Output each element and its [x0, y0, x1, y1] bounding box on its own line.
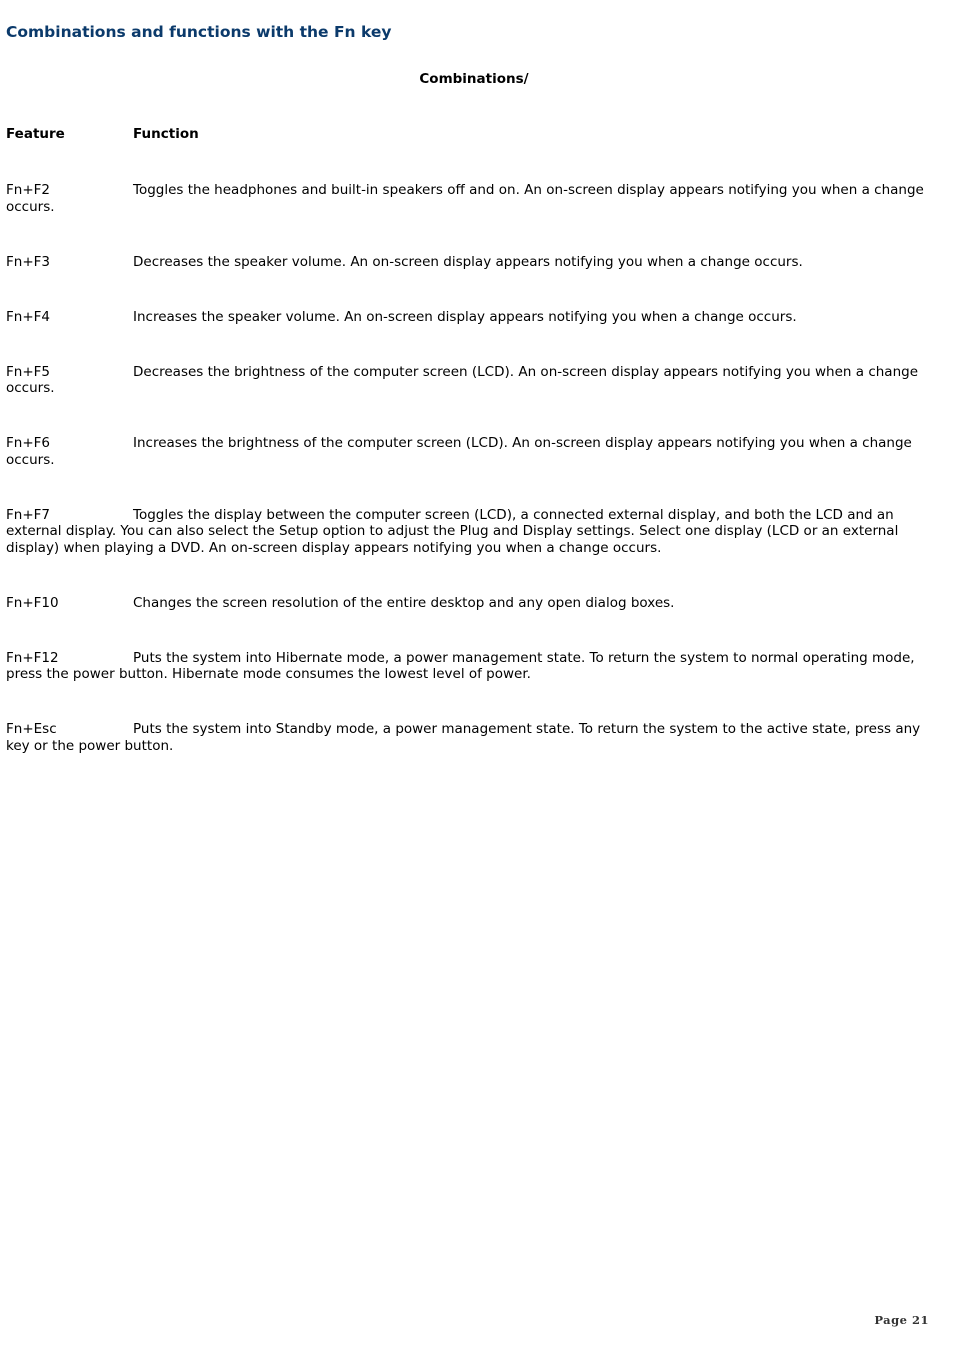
- row-description: Decreases the speaker volume. An on-screen display appears notifying you when a change occurs.: [133, 253, 803, 270]
- table-row: [6, 721, 946, 754]
- row-key: Fn+F2: [6, 182, 50, 198]
- row-description: Puts the system into Standby mode, a power management state. To return the system to the active state, press any key or the power button.: [6, 721, 921, 754]
- row-key: Fn+F7: [6, 506, 50, 523]
- row-description: Toggles the headphones and built-in speakers off and on. An on-screen display appears notifying you when a change occurs.: [6, 182, 924, 215]
- fn-key-table: [6, 182, 946, 793]
- row-key: Fn+F6: [6, 435, 50, 451]
- header-function: Function: [133, 126, 199, 142]
- table-row: [6, 507, 946, 557]
- row-description: Changes the screen resolution of the entire desktop and any open dialog boxes.: [133, 594, 675, 611]
- row-key: Fn+F3: [6, 253, 50, 270]
- row-key: Fn+F4: [6, 308, 50, 325]
- row-description: Decreases the brightness of the computer screen (LCD). An on-screen display appears notifying you when a change occurs.: [6, 363, 919, 396]
- row-key: Fn+Esc: [6, 721, 57, 737]
- page-number: Page 21: [874, 1313, 929, 1327]
- table-row: [6, 364, 946, 397]
- table-caption: Combinations/: [419, 71, 529, 87]
- table-row: [6, 254, 946, 271]
- row-description: Puts the system into Hibernate mode, a power management state. To return the system to normal operating mode, press the power button. Hibernate mode consumes the lowest level of power.: [6, 649, 915, 682]
- row-description: Toggles the display between the computer screen (LCD), a connected external display, and both the LCD and an external display. You can also select the Setup option to adjust the Plug and Display settings. Select one display (LCD or an external display) when playing a DVD. An on-screen display appears notifying you when a change occurs.: [6, 506, 899, 556]
- page-title: Combinations and functions with the Fn key: [6, 23, 392, 41]
- table-header: [6, 125, 199, 143]
- row-description: Increases the speaker volume. An on-screen display appears notifying you when a change occurs.: [133, 308, 797, 325]
- table-row: [6, 595, 946, 612]
- row-key: Fn+F12: [6, 649, 59, 666]
- row-description: Increases the brightness of the computer screen (LCD). An on-screen display appears notifying you when a change occurs.: [6, 435, 912, 468]
- table-row: [6, 650, 946, 683]
- table-row: [6, 182, 946, 215]
- header-feature: Feature: [6, 126, 65, 142]
- table-row: [6, 309, 946, 326]
- row-key: Fn+F10: [6, 594, 59, 611]
- table-row: [6, 435, 946, 468]
- row-key: Fn+F5: [6, 363, 50, 380]
